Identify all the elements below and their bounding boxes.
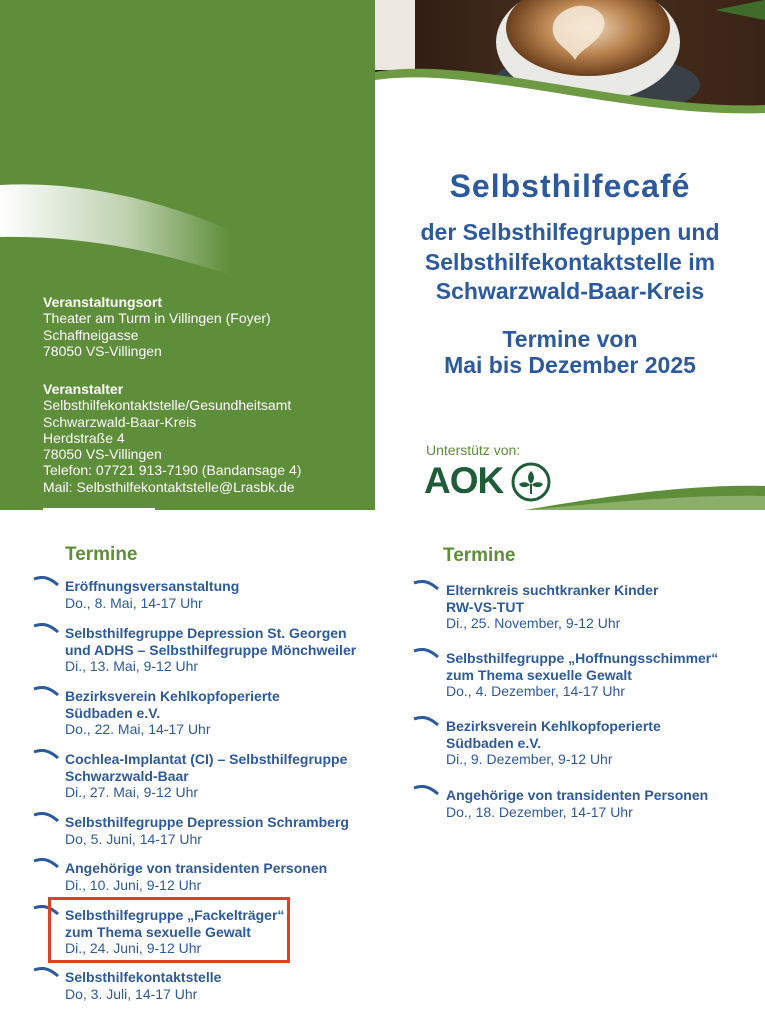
- date-range-line: Termine von: [502, 326, 638, 352]
- event-date: Do., 18. Dezember, 14-17 Uhr: [446, 803, 633, 820]
- event-item: [65, 751, 347, 801]
- event-dash-icon: [33, 749, 59, 759]
- event-date: Do., 8. Mai, 14-17 Uhr: [65, 594, 203, 611]
- venue-section: [43, 294, 271, 359]
- event-name: Cochlea-Implantat (CI) – Selbsthilfegruppe: [65, 751, 348, 767]
- organizer-mail: Mail: Selbsthilfekontaktstelle@Lrasbk.de: [43, 478, 295, 495]
- cover-panel: [375, 0, 765, 510]
- event-dash-icon: [413, 716, 439, 726]
- support-label: Unterstütz von:: [426, 442, 521, 458]
- event-dash-icon: [33, 967, 59, 977]
- event-name: Selbsthilfekontaktstelle: [65, 969, 222, 985]
- aok-logo-text: AOK: [424, 460, 504, 501]
- event-date: Di., 24. Juni, 9-12 Uhr: [65, 940, 202, 956]
- venue-line: Theater am Turm in Villingen (Foyer): [43, 310, 271, 327]
- event-item: [65, 625, 356, 675]
- event-date: Do., 4. Dezember, 14-17 Uhr: [446, 683, 625, 699]
- venue-line: 78050 VS-Villingen: [43, 342, 162, 359]
- organizer-line: Schwarzwald-Baar-Kreis: [43, 413, 197, 430]
- event-name: Bezirksverein Kehlkopfoperierte: [446, 718, 661, 734]
- event-item: [65, 969, 221, 1002]
- event-date: Do, 3. Juli, 14-17 Uhr: [65, 985, 198, 1002]
- event-dash-icon: [413, 785, 439, 795]
- event-dash-icon: [33, 623, 59, 633]
- event-name: Eröffnungsversanstaltung: [65, 578, 240, 594]
- event-item: [446, 718, 661, 768]
- event-date: Di., 10. Juni, 9-12 Uhr: [65, 876, 202, 893]
- venue-heading: Veranstaltungsort: [43, 294, 163, 310]
- venue-line: Schaffneigasse: [43, 326, 139, 343]
- event-date: Di., 27. Mai, 9-12 Uhr: [65, 784, 199, 800]
- event-name: Selbsthilfegruppe „Hoffnungsschimmer“: [446, 650, 719, 666]
- event-name: zum Thema sexuelle Gewalt: [446, 666, 632, 683]
- event-dash-icon: [413, 580, 439, 590]
- left-column-title: Termine: [65, 544, 138, 565]
- info-panel: [0, 0, 375, 510]
- event-name: Angehörige von transidenten Personen: [65, 860, 328, 876]
- event-name: Schwarzwald-Baar: [65, 767, 189, 784]
- event-item: [65, 578, 239, 611]
- event-name: Selbsthilfegruppe Depression Schramberg: [65, 814, 349, 830]
- right-column-title: Termine: [443, 545, 516, 566]
- event-dash-icon: [33, 576, 59, 586]
- white-swoosh-decoration: [0, 175, 375, 285]
- subtitle-line: Selbsthilfekontaktstelle im: [424, 248, 716, 275]
- event-date: Do., 22. Mai, 14-17 Uhr: [65, 721, 211, 737]
- event-name: zum Thema sexuelle Gewalt: [65, 923, 251, 940]
- event-name: Südbaden e.V.: [446, 734, 542, 751]
- event-item: [65, 688, 280, 738]
- organizer-line: 78050 VS-Villingen: [43, 446, 162, 463]
- page-subtitle: [375, 218, 765, 307]
- panel-tab-decoration: [43, 508, 155, 511]
- coffee-photo: [375, 0, 765, 125]
- highlight-box: [48, 897, 290, 963]
- event-date: Do, 5. Juni, 14-17 Uhr: [65, 830, 202, 847]
- event-item: [446, 582, 658, 632]
- subtitle-line: der Selbsthilfegruppen und: [420, 219, 720, 245]
- event-item: [65, 860, 327, 893]
- page-title: Selbsthilfecafé: [449, 168, 691, 204]
- event-dash-icon: [33, 686, 59, 696]
- organizer-phone: Telefon: 07721 913-7190 (Bandansage 4): [43, 462, 302, 479]
- event-name: und ADHS – Selbsthilfegruppe Mönchweiler: [65, 641, 357, 658]
- event-item: [446, 787, 708, 820]
- organizer-heading: Veranstalter: [43, 381, 124, 397]
- event-name: Selbsthilfegruppe „Fackelträger“: [65, 907, 285, 923]
- event-dash-icon: [413, 648, 439, 658]
- green-swoosh-decoration: [525, 478, 765, 510]
- date-range-line: Mai bis Dezember 2025: [444, 351, 696, 378]
- organizer-line: Selbsthilfekontaktstelle/Gesundheitsamt: [43, 397, 292, 414]
- event-name: RW-VS-TUT: [446, 598, 525, 615]
- event-name: Elternkreis suchtkranker Kinder: [446, 582, 659, 598]
- event-item: [446, 650, 718, 700]
- event-name: Südbaden e.V.: [65, 704, 161, 721]
- event-item: [65, 814, 349, 847]
- organizer-section: [43, 381, 301, 495]
- subtitle-line: Schwarzwald-Baar-Kreis: [435, 278, 705, 304]
- event-dash-icon: [33, 812, 59, 822]
- event-date: Di., 13. Mai, 9-12 Uhr: [65, 658, 199, 674]
- date-range: [375, 327, 765, 378]
- event-name: Bezirksverein Kehlkopfoperierte: [65, 688, 280, 704]
- event-date: Di., 25. November, 9-12 Uhr: [446, 615, 621, 631]
- event-name: Selbsthilfegruppe Depression St. Georgen: [65, 625, 347, 641]
- event-dash-icon: [33, 858, 59, 868]
- organizer-line: Herdstraße 4: [43, 429, 125, 446]
- event-name: Angehörige von transidenten Personen: [446, 787, 709, 803]
- event-date: Di., 9. Dezember, 9-12 Uhr: [446, 751, 613, 767]
